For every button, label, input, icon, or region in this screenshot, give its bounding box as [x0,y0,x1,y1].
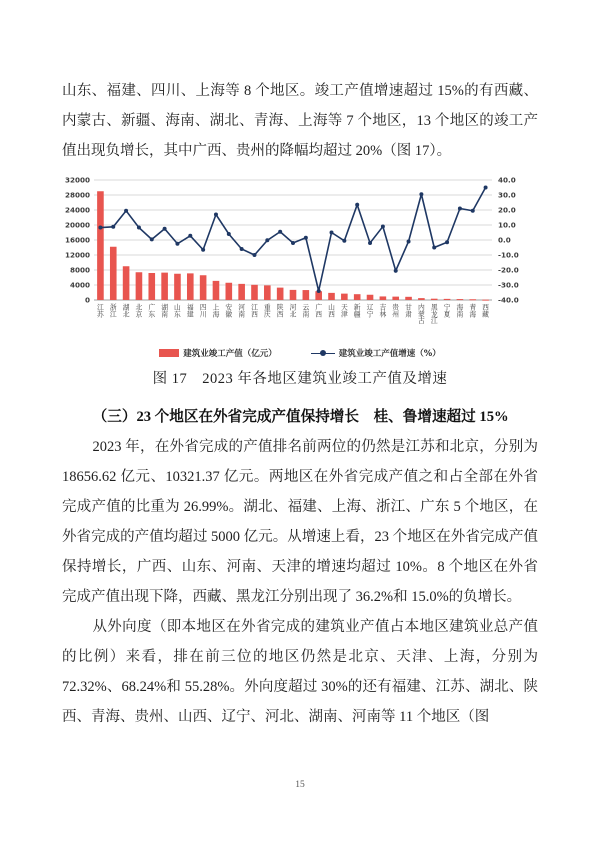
x-axis-label: 山东 [174,303,181,319]
bar [482,300,489,301]
legend-bar-label: 建筑业竣工产值（亿元） [183,349,277,359]
paragraph-2: 从外向度（即本地区在外省完成的建筑业产值占本地区建筑业总产值的比例）来看，排在前三位的地区仍然是北京、天津、上海，分别为 72.32%、68.24%和 55.28%。外向度超过 30%的还有福建、江苏、湖北、陕西、青海、贵州、山西、辽宁、河北、湖南、河南等 11 个地区（图 [62,619,538,725]
bar [457,299,464,300]
left-axis-tick: 8000 [69,265,90,275]
line-point [291,241,295,245]
line-point [98,226,102,230]
figure-caption: 图 17 2023 年各地区建筑业竣工产值及增速 [152,371,448,387]
chart-legend [62,347,538,359]
bar [97,191,104,300]
legend-line-label: 建筑业竣工产值增速（%） [338,349,441,359]
x-axis-label: 新疆 [353,303,361,319]
x-axis-label: 重庆 [263,303,271,319]
paragraph-1: 2023 年，在外省完成的产值排名前两位的仍然是江苏和北京，分别为 18656.62 亿元、10321.37 亿元。两地区在外省完成产值之和占全部在外省完成产值的比重为 26.99%。湖北、福建、上海、浙江、广东 5 个地区，在外省完成的产值均超过 5000 亿元。从增速上看，23 个地区在外省完成产值保持增长，广西、山东、河南、天津的增速均超过 10%。8 个地区在外省完成产值出现下降，西藏、黑龙江分别出现了 36.2%和 15.0%的负增长。 [62,439,538,605]
line-point [240,247,244,251]
x-axis-label: 贵州 [392,303,400,319]
page-content [62,76,538,732]
x-axis-label: 上海 [212,303,220,319]
line-point [484,186,488,190]
left-axis-tick: 0 [84,295,90,305]
section-heading: （三）23 个地区在外省完成产值保持增长 桂、鲁增速超过 15% [92,409,509,425]
bar [392,297,399,300]
x-axis-label: 四川 [199,303,207,319]
x-axis-label: 陕西 [276,303,284,319]
line-point [201,248,205,252]
bar [110,247,117,300]
right-axis-tick: 40.0 [498,175,516,185]
line-point [252,253,256,257]
line-point [458,207,462,211]
line-point [163,227,167,231]
bar [226,283,233,300]
left-axis-tick: 4000 [69,280,90,290]
line-swatch-icon [311,349,335,357]
bar [405,297,412,300]
right-axis-tick: -20.0 [498,265,519,275]
bar [200,275,207,300]
legend-item-line [311,347,441,359]
bar [444,299,451,300]
chart-svg [54,172,546,340]
line-point [330,231,334,235]
x-axis-label: 江苏 [97,303,104,319]
x-axis-label: 北京 [135,303,143,319]
right-axis-tick: -10.0 [498,250,519,260]
x-axis-label: 吉林 [379,303,387,319]
legend-item-bar [159,347,277,359]
line-point [188,234,192,238]
bar [213,281,220,300]
bar [187,273,194,300]
x-axis-label: 山西 [328,303,335,319]
line-point [381,225,385,229]
left-axis-tick: 12000 [64,250,90,260]
bar [264,285,271,300]
x-axis-label: 浙江 [109,303,117,319]
x-axis-label: 河南 [238,303,246,319]
page-number: 15 [295,780,305,790]
x-axis-label: 甘肃 [405,303,412,319]
line-point [137,226,141,230]
left-axis-tick: 28000 [64,190,90,200]
line-point [111,225,115,229]
figure-17 [62,172,538,388]
line-point [214,213,218,217]
line-point [445,240,449,244]
paragraph-intro: 山东、福建、四川、上海等 8 个地区。竣工产值增速超过 15%的有西藏、内蒙古、新疆、海南、湖北、青海、上海等 7 个地区，13 个地区的竣工产值出现负增长，其中广西、贵州的降幅均超过 20%（图 17）。 [62,83,538,159]
x-axis-label: 天津 [340,303,348,319]
line-point [394,269,398,273]
bar [354,294,361,300]
bar [418,298,425,300]
bar [380,296,387,300]
line-point [355,203,359,207]
bar [328,293,335,300]
bar [238,284,245,300]
x-axis-label: 辽宁 [366,303,374,319]
bar [431,299,438,300]
right-axis-tick: 10.0 [498,220,516,230]
left-axis-tick: 16000 [64,235,90,245]
x-axis-label: 云南 [302,303,310,319]
x-axis-label: 湖北 [122,303,130,319]
x-axis-label: 黑龙江 [430,303,438,326]
bar [174,274,181,300]
right-axis-tick: 20.0 [498,205,516,215]
x-axis-label: 广西 [315,303,323,319]
combo-chart [54,172,546,345]
line-point [278,230,282,234]
bar [251,285,258,300]
bar-swatch-icon [159,349,179,357]
x-axis-label: 宁夏 [443,303,451,319]
line-point [124,209,128,213]
line-point [407,240,411,244]
line-point [471,209,475,213]
line-point [342,239,346,243]
x-axis-label: 江西 [251,303,258,319]
x-axis-label: 安徽 [225,303,233,319]
right-axis-tick: -30.0 [498,280,519,290]
left-axis-tick: 24000 [64,205,90,215]
bar [303,290,310,300]
bar [277,288,284,300]
right-axis-tick: -40.0 [498,295,519,305]
bar [341,294,348,300]
x-axis-label: 河北 [289,303,297,319]
x-axis-label: 西藏 [482,303,489,319]
line-point [175,242,179,246]
line-point [150,237,154,241]
line-point [368,241,372,245]
line-point [432,246,436,250]
x-axis-label: 海南 [456,303,464,319]
left-axis-tick: 20000 [64,220,90,230]
bar [367,295,374,300]
line-point [265,238,269,242]
line-point [317,289,321,293]
bar [148,273,155,300]
line-point [419,192,423,196]
growth-line [100,188,485,292]
bar [161,273,168,300]
x-axis-label: 福建 [186,303,194,319]
x-axis-label: 内蒙古 [417,303,425,326]
x-axis-label: 广东 [148,303,156,319]
x-axis-label: 湖南 [161,303,169,319]
x-axis-label: 青海 [469,303,477,319]
line-point [227,232,231,236]
bar [136,272,143,300]
left-axis-tick: 32000 [64,175,90,185]
line-point [304,236,308,240]
bar [290,290,297,300]
right-axis-tick: 30.0 [498,190,516,200]
bar [123,266,130,300]
right-axis-tick: 0.0 [498,235,511,245]
bar [469,299,476,300]
